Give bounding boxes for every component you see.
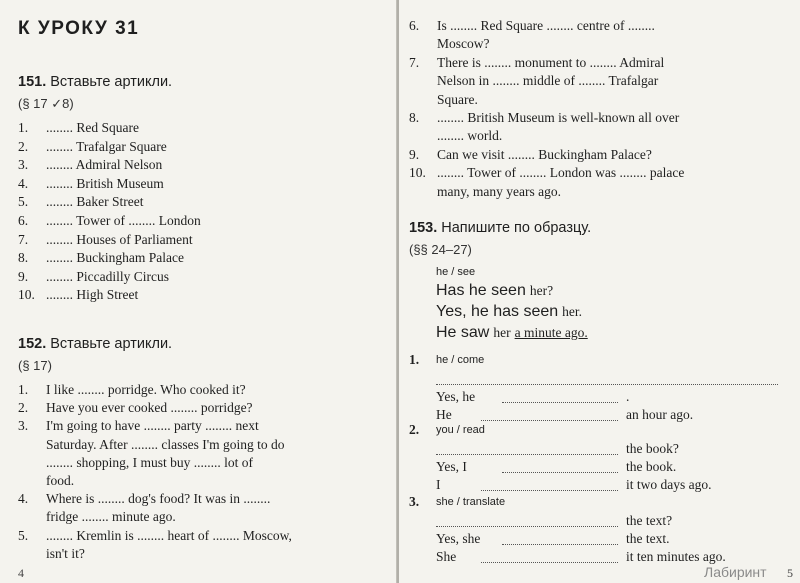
item-number: 1. xyxy=(18,382,29,397)
item-text: ........ British Museum xyxy=(46,175,164,191)
item-text: ........ High Street xyxy=(46,287,139,303)
item-text: ........ Admiral Nelson xyxy=(46,157,163,173)
item-number: 3. xyxy=(18,157,29,173)
exercise-153-title: Напишите по образцу. xyxy=(441,220,592,236)
task-number: 1. xyxy=(409,352,420,367)
item-text: ........ Baker Street xyxy=(46,194,144,210)
item-text: many, many years ago. xyxy=(437,183,561,199)
task-statement: I xyxy=(436,477,441,492)
exercise-151-reference: (§ 17 ✓8) xyxy=(18,96,74,111)
task-statement-end: it ten minutes ago. xyxy=(626,549,726,564)
item-text: ........ Houses of Parliament xyxy=(46,231,193,247)
task-number: 3. xyxy=(409,494,420,509)
answer-line xyxy=(502,472,618,473)
example-question-end: her? xyxy=(529,283,554,298)
exercise-151-heading xyxy=(18,74,172,90)
example-cue: he / see xyxy=(436,266,476,278)
item-number: 7. xyxy=(409,54,420,70)
item-text: ........ British Museum is well-known all over xyxy=(437,110,680,125)
item-text: Can we visit ........ Buckingham Palace? xyxy=(437,146,652,162)
answer-line xyxy=(481,420,618,421)
item-number: 4. xyxy=(18,491,29,507)
item-number: 5. xyxy=(18,194,29,210)
task-yes: Yes, I xyxy=(436,459,467,474)
item-number: 5. xyxy=(18,527,29,543)
item-number: 10. xyxy=(18,287,35,303)
item-text: Have you ever cooked ........ porridge? xyxy=(46,400,253,416)
task-question-end: the text? xyxy=(626,513,673,528)
item-text: ........ shopping, I must buy ........ lot of xyxy=(46,454,254,470)
task-question-end: the book? xyxy=(626,441,679,456)
right-page xyxy=(399,0,800,583)
example-past-main: He saw xyxy=(436,324,490,341)
exercise-152-reference: (§ 17) xyxy=(18,358,52,373)
item-text: isn't it? xyxy=(46,545,85,561)
answer-line xyxy=(481,562,618,563)
answer-line xyxy=(502,402,618,403)
left-page-number: 4 xyxy=(18,566,24,580)
item-number: 2. xyxy=(18,138,29,154)
task-statement: He xyxy=(436,407,452,422)
answer-line xyxy=(436,526,618,527)
answer-line xyxy=(436,454,618,455)
item-text: There is ........ monument to ........ Admiral xyxy=(437,54,665,70)
exercise-153-heading xyxy=(409,220,591,236)
example-answer-end: her. xyxy=(562,304,583,319)
task-statement: She xyxy=(436,549,457,564)
right-page-number: 5 xyxy=(787,566,793,580)
item-text: ........ Kremlin is ........ heart of ........ Moscow, xyxy=(46,527,292,543)
exercise-152-number: 152. xyxy=(18,336,47,352)
left-page xyxy=(0,0,397,583)
example-past xyxy=(436,324,588,342)
item-text: food. xyxy=(46,473,75,488)
item-text: ........ Tower of ........ London xyxy=(46,213,201,228)
exercise-152-heading xyxy=(18,336,172,352)
task-yes: Yes, he xyxy=(436,389,476,404)
item-text: ........ Red Square xyxy=(46,120,139,135)
item-text: ........ world. xyxy=(437,128,503,144)
item-text: ........ Buckingham Palace xyxy=(46,250,184,266)
item-text: Square. xyxy=(437,91,478,107)
item-number: 3. xyxy=(18,418,29,434)
exercise-151-title: Вставьте артикли. xyxy=(50,74,173,90)
item-text: ........ Tower of ........ London was ........ palace xyxy=(437,165,685,181)
task-statement-end: it two days ago. xyxy=(626,477,712,492)
task-statement-end: an hour ago. xyxy=(626,407,694,422)
item-text: fridge ........ minute ago. xyxy=(46,509,176,525)
item-text: ........ Piccadilly Circus xyxy=(46,268,169,284)
item-number: 9. xyxy=(409,146,420,162)
item-number: 8. xyxy=(409,110,420,125)
item-text: ........ Trafalgar Square xyxy=(46,138,167,154)
item-text: Saturday. After ........ classes I'm going to do xyxy=(46,436,285,452)
exercise-153-reference: (§§ 24–27) xyxy=(409,242,472,257)
item-number: 6. xyxy=(409,18,420,33)
example-question xyxy=(436,282,553,300)
item-text: I'm going to have ........ party ........ next xyxy=(46,418,259,434)
example-question-main: Has he seen xyxy=(436,282,526,299)
item-text: Moscow? xyxy=(437,36,490,52)
task-yes: Yes, she xyxy=(436,531,481,546)
task-cue: he / come xyxy=(436,354,485,366)
item-number: 9. xyxy=(18,268,29,284)
answer-line xyxy=(436,384,778,385)
item-text: I like ........ porridge. Who cooked it? xyxy=(46,382,246,397)
example-answer-main: Yes, he has seen xyxy=(436,303,559,320)
item-number: 4. xyxy=(18,175,29,191)
item-text: Nelson in ........ middle of ........ Trafalgar xyxy=(437,73,659,89)
example-past-object: her xyxy=(493,325,511,340)
task-cue: you / read xyxy=(436,424,485,436)
item-number: 1. xyxy=(18,120,29,135)
exercise-151-number: 151. xyxy=(18,74,47,90)
task-yes-end: the book. xyxy=(626,459,677,474)
item-number: 7. xyxy=(18,231,29,247)
exercise-152-title: Вставьте артикли. xyxy=(50,336,173,352)
item-number: 10. xyxy=(409,165,426,181)
item-number: 6. xyxy=(18,213,29,228)
watermark: Лабиринт xyxy=(704,564,767,580)
answer-line xyxy=(481,490,618,491)
item-text: Where is ........ dog's food? It was in ........ xyxy=(46,491,271,507)
task-cue: she / translate xyxy=(436,496,506,508)
example-past-time: a minute ago. xyxy=(514,325,588,340)
task-number: 2. xyxy=(409,422,420,437)
answer-line xyxy=(502,544,618,545)
example-answer xyxy=(436,303,582,321)
lesson-title: К УРОКУ 31 xyxy=(18,18,140,39)
task-yes-end: . xyxy=(626,389,630,404)
exercise-153-number: 153. xyxy=(409,220,438,236)
item-number: 2. xyxy=(18,400,29,416)
task-yes-end: the text. xyxy=(626,531,670,546)
item-number: 8. xyxy=(18,250,29,266)
item-text: Is ........ Red Square ........ centre of ........ xyxy=(437,18,655,33)
